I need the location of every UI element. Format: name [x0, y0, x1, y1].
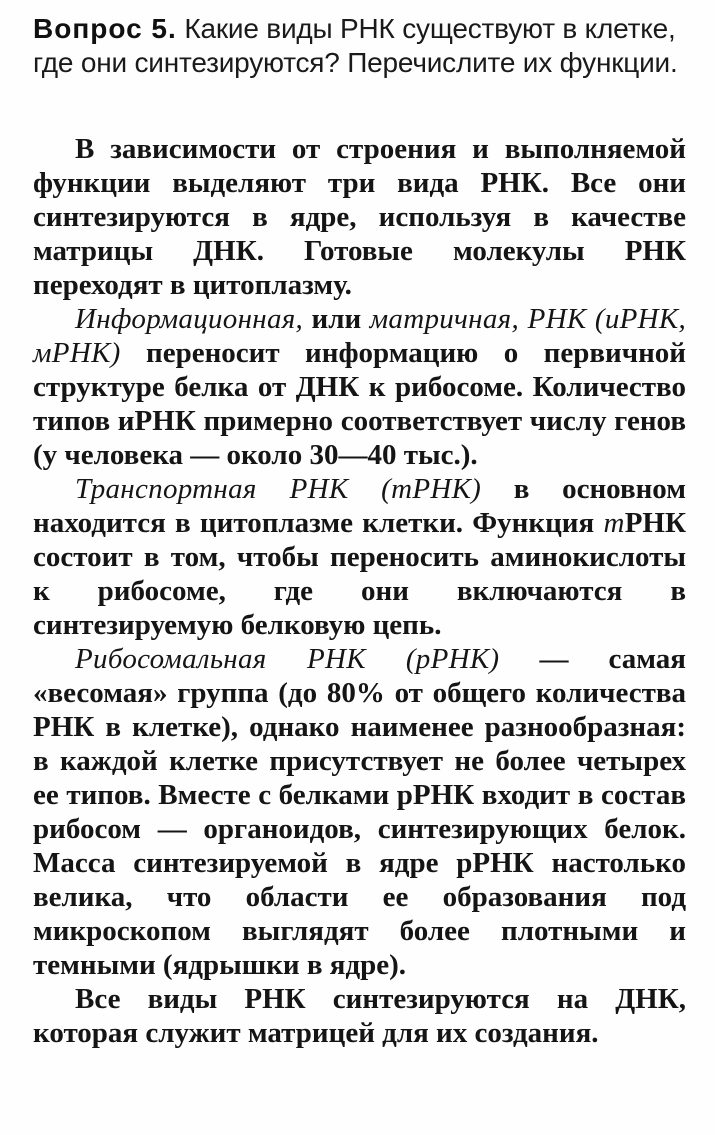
abbr-rrna: (рРНК) [405, 643, 500, 675]
abbr-trna: (тРНК) [381, 473, 482, 505]
trna-prefix: т [603, 507, 625, 539]
term-transport: Транспортная РНК [75, 473, 349, 505]
answer-paragraph-trna [33, 472, 686, 642]
term-matrix: матричная, РНК [369, 303, 587, 335]
answer-block [33, 132, 686, 1050]
trna-description-1: в основном находится в цитоплазме клетки. Функция [33, 473, 687, 539]
question-block [33, 12, 693, 80]
term-informational: Информационная, [75, 303, 304, 335]
abbr-mrna: (иРНК, мРНК) [33, 303, 687, 369]
question-label: Вопрос 5. [33, 13, 177, 44]
rrna-description: — самая «весомая» группа (до 80% от общего количества РНК в клетке), однако наименее разнообразная: в каждой клетке присутствует не более четырех ее типов. Вместе с белками рРНК входит в состав рибосом — органоидов, синтезирующих белок. Масса синтезируемой в ядре рРНК настолько велика, что области ее образования под микроскопом выглядят более плотными и темными (ядрышки в ядре). [33, 643, 686, 981]
answer-paragraph-rrna [33, 642, 686, 982]
trna-description-2: РНК состоит в том, чтобы переносить аминокислоты к рибосоме, где они включаются в синтезируемую белковую цепь. [33, 507, 687, 641]
answer-paragraph-mrna [33, 302, 686, 472]
word-or: или [311, 303, 362, 335]
answer-paragraph-intro: В зависимости от строения и выполняемой функции выделяют три вида РНК. Все они синтезируются в ядре, используя в качестве матрицы ДНК. Готовые молекулы РНК переходят в цитоплазму. [33, 133, 686, 301]
term-ribosomal: Рибосомальная РНК [75, 643, 366, 675]
mrna-description: переносит информацию о первичной структуре белка от ДНК к рибосоме. Количество типов иРНК примерно соответствует числу генов (у человека — около 30—40 тыс.). [33, 337, 686, 471]
question-text: Какие виды РНК существуют в клетке, где они синтезируются? Перечислите их функции. [33, 13, 678, 78]
answer-paragraph-conclusion: Все виды РНК синтезируются на ДНК, которая служит матрицей для их создания. [33, 983, 686, 1049]
